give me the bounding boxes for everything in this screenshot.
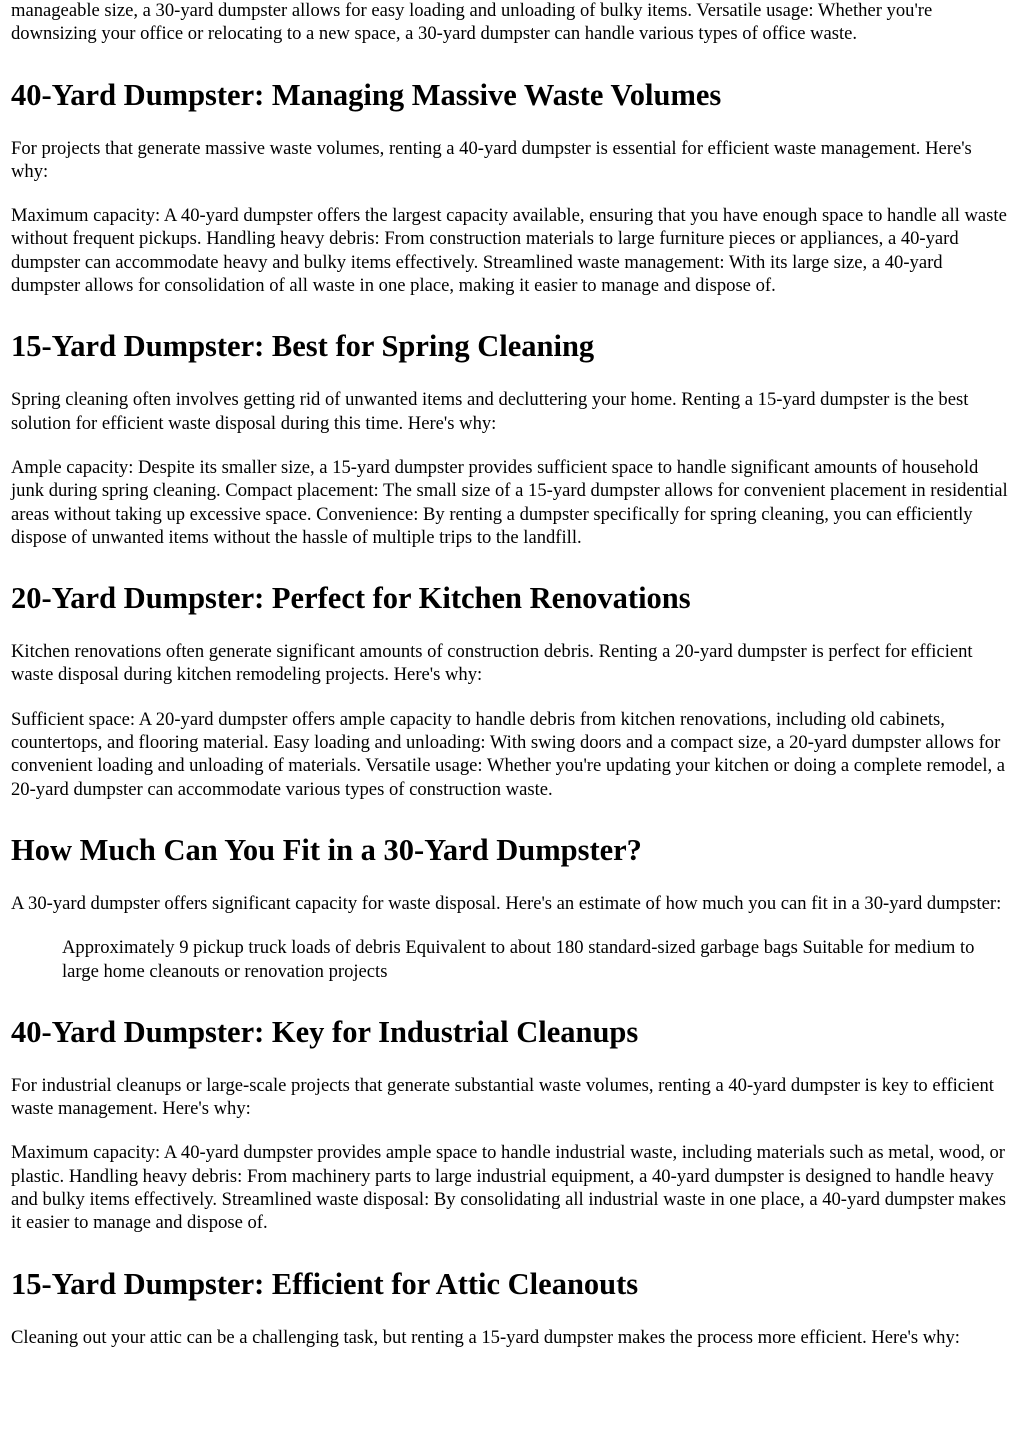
section-paragraph: Sufficient space: A 20-yard dumpster offers ample capacity to handle debris from kitchen renovations, including old cabinets, countertops, and flooring material. Easy loading and unloading: With swing doors and a compact size, a 20-yard dumpster allows for convenient loading and unloading of materials. Versatile usage: Whether you're updating your kitchen or doing a complete remodel, a 20-yard dumpster can accommodate various types of construction waste. (11, 708, 1006, 800)
section-paragraph: For projects that generate massive waste volumes, renting a 40-yard dumpster is essential for efficient waste management. Here's why: (11, 137, 972, 182)
intro-paragraph: manageable size, a 30-yard dumpster allows for easy loading and unloading of bulky items. Versatile usage: Whether you're downsizing your office or relocating to a new space, a 30-yard dumpster can handle various types of office waste. (11, 0, 933, 45)
section-paragraph: Cleaning out your attic can be a challenging task, but renting a 15-yard dumpster makes the process more efficient. Here's why: (11, 1326, 960, 1348)
section-heading-15-yard-attic: 15-Yard Dumpster: Efficient for Attic Cleanouts (11, 1266, 639, 1301)
section-heading-40-yard-massive: 40-Yard Dumpster: Managing Massive Waste Volumes (11, 77, 722, 112)
section-paragraph: For industrial cleanups or large-scale projects that generate substantial waste volumes, renting a 40-yard dumpster is key to efficient waste management. Here's why: (11, 1074, 994, 1120)
section-paragraph: Ample capacity: Despite its smaller size, a 15-yard dumpster provides sufficient space to handle significant amounts of household junk during spring cleaning. Compact placement: The small size of a 15-yard dumpster allows for convenient placement in residential areas without taking up excessive space. Convenience: By renting a dumpster specifically for spring cleaning, you can efficiently dispose of unwanted items without the hassle of multiple trips to the landfill. (11, 456, 1008, 548)
section-paragraph: Maximum capacity: A 40-yard dumpster offers the largest capacity available, ensuring that you have enough space to handle all waste without frequent pickups. Handling heavy debris: From construction materials to large furniture pieces or appliances, a 40-yard dumpster can accommodate heavy and bulky items effectively. Streamlined waste management: With its large size, a 40-yard dumpster allows for consolidation of all waste in one place, making it easier to manage and dispose of. (11, 205, 1007, 297)
section-paragraph: A 30-yard dumpster offers significant capacity for waste disposal. Here's an estimate of how much you can fit in a 30-yard dumpster: (11, 892, 1002, 914)
section-paragraph: Kitchen renovations often generate significant amounts of construction debris. Renting a 20-yard dumpster is perfect for efficient waste disposal during kitchen remodeling projects. Here's why: (11, 641, 973, 686)
section-paragraph: Maximum capacity: A 40-yard dumpster provides ample space to handle industrial waste, including materials such as metal, wood, or plastic. Handling heavy debris: From machinery parts to large industrial equipment, a 40-yard dumpster is designed to handle heavy and bulky items effectively. Streamlined waste disposal: By consolidating all industrial waste in one place, a 40-yard dumpster makes it easier to manage and dispose of. (11, 1142, 1007, 1234)
section-heading-15-yard-spring: 15-Yard Dumpster: Best for Spring Cleaning (11, 329, 595, 364)
section-heading-40-yard-industrial: 40-Yard Dumpster: Key for Industrial Cleanups (11, 1014, 639, 1049)
article-body (11, 0, 1013, 1370)
section-paragraph: Spring cleaning often involves getting rid of unwanted items and decluttering your home. Renting a 15-yard dumpster is the best solution for efficient waste disposal during this time. Here's why: (11, 389, 969, 434)
section-heading-20-yard-kitchen: 20-Yard Dumpster: Perfect for Kitchen Renovations (11, 581, 691, 616)
section-heading-30-yard-fit: How Much Can You Fit in a 30-Yard Dumpster? (11, 832, 642, 867)
capacity-blockquote: Approximately 9 pickup truck loads of debris Equivalent to about 180 standard-sized garbage bags Suitable for medium to large home cleanouts or renovation projects (62, 937, 975, 982)
